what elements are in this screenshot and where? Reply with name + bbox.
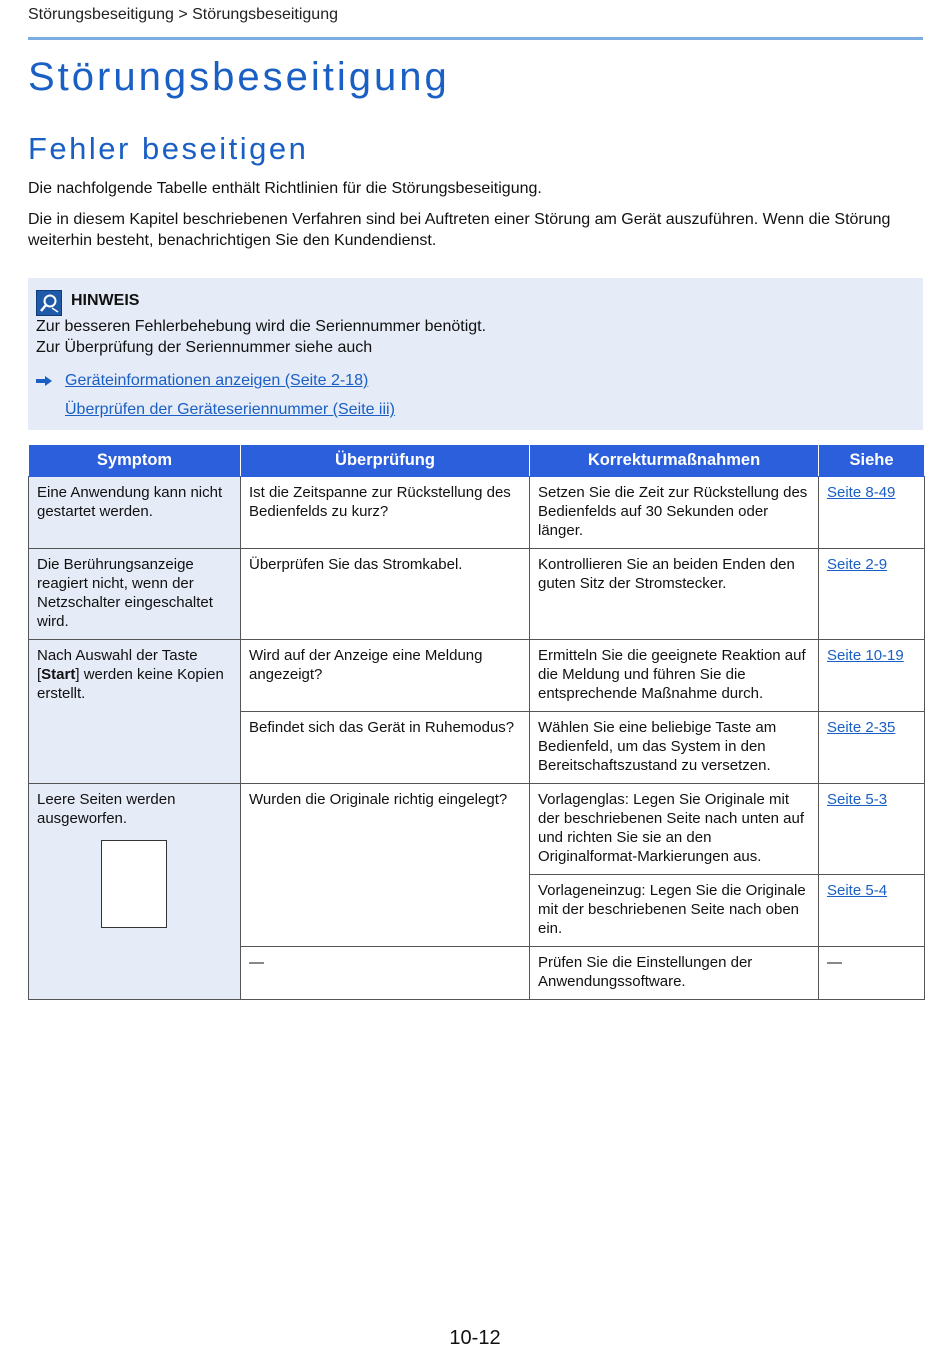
action-cell: Kontrollieren Sie an beiden Enden den guten Sitz der Stromstecker. — [530, 549, 819, 640]
reference-link[interactable]: Seite 10-19 — [827, 647, 904, 664]
note-box — [28, 278, 923, 430]
action-cell: Vorlageneinzug: Legen Sie die Originale mit der beschriebenen Seite nach oben ein. — [530, 875, 819, 947]
action-cell: Ermitteln Sie die geeignete Reaktion auf die Meldung und führen Sie die entsprechende Maßnahme durch. — [530, 640, 819, 712]
action-cell: Setzen Sie die Zeit zur Rückstellung des Bedienfelds auf 30 Sekunden oder länger. — [530, 477, 819, 549]
column-header-check: Überprüfung — [241, 445, 530, 477]
blank-page-illustration — [101, 840, 167, 928]
table-row — [29, 640, 925, 712]
check-cell: — — [241, 947, 530, 1000]
table-row — [29, 784, 925, 875]
symptom-cell — [29, 640, 241, 784]
note-title: HINWEIS — [71, 292, 140, 309]
troubleshooting-table — [28, 444, 925, 1000]
arrow-right-icon — [36, 376, 52, 386]
column-header-reference: Siehe — [819, 445, 925, 477]
column-header-action: Korrekturmaßnahmen — [530, 445, 819, 477]
action-cell: Wählen Sie eine beliebige Taste am Bedienfeld, um das System in den Bereitschaftszustand zu versetzen. — [530, 712, 819, 784]
start-key-label: Start — [41, 666, 76, 683]
page-title: Störungsbeseitigung — [28, 55, 450, 99]
reference-link[interactable]: Seite 5-4 — [827, 882, 888, 899]
reference-link[interactable]: Seite 2-35 — [827, 719, 896, 736]
reference-cell — [819, 477, 925, 549]
note-text: Zur besseren Fehlerbehebung wird die Seriennummer benötigt. — [36, 318, 487, 335]
link-serial-number[interactable]: Überprüfen der Geräteseriennummer (Seite iii) — [65, 401, 395, 418]
reference-cell: — — [819, 947, 925, 1000]
note-text: Zur Überprüfung der Seriennummer siehe auch — [36, 339, 373, 356]
header-divider — [28, 37, 923, 40]
check-cell: Ist die Zeitspanne zur Rückstellung des Bedienfelds zu kurz? — [241, 477, 530, 549]
symptom-cell: Eine Anwendung kann nicht gestartet werden. — [29, 477, 241, 549]
action-cell: Vorlagenglas: Legen Sie Originale mit der beschriebenen Seite nach unten auf und richten Sie sie an den Originalformat-Markierungen aus. — [530, 784, 819, 875]
table-row — [29, 477, 925, 549]
table-row — [29, 549, 925, 640]
symptom-text: Leere Seiten werden ausgeworfen. — [37, 791, 176, 827]
symptom-text: ] werden keine Kopien erstellt. — [37, 666, 224, 702]
breadcrumb: Störungsbeseitigung > Störungsbeseitigung — [28, 6, 338, 23]
check-cell: Wurden die Originale richtig eingelegt? — [241, 784, 530, 947]
reference-cell — [819, 712, 925, 784]
reference-cell — [819, 640, 925, 712]
column-header-symptom: Symptom — [29, 445, 241, 477]
intro-paragraph: Die in diesem Kapitel beschriebenen Verfahren sind bei Auftreten einer Störung am Gerät auszuführen. Wenn die Störung weiterhin besteht, benachrichtigen Sie den Kundendienst. — [28, 211, 891, 249]
link-device-info[interactable]: Geräteinformationen anzeigen (Seite 2-18) — [65, 372, 369, 389]
check-cell: Befindet sich das Gerät in Ruhemodus? — [241, 712, 530, 784]
reference-cell — [819, 875, 925, 947]
reference-link[interactable]: Seite 2-9 — [827, 556, 888, 573]
symptom-cell: Die Berührungsanzeige reagiert nicht, wenn der Netzschalter eingeschaltet wird. — [29, 549, 241, 640]
check-cell: Wird auf der Anzeige eine Meldung angezeigt? — [241, 640, 530, 712]
reference-cell — [819, 549, 925, 640]
reference-link[interactable]: Seite 8-49 — [827, 484, 896, 501]
section-title: Fehler beseitigen — [28, 131, 309, 166]
symptom-cell — [29, 784, 241, 1000]
action-cell: Prüfen Sie die Einstellungen der Anwendungssoftware. — [530, 947, 819, 1000]
intro-paragraph: Die nachfolgende Tabelle enthält Richtlinien für die Störungsbeseitigung. — [28, 180, 542, 197]
symptom-text: Nach Auswahl der Taste [ — [37, 647, 198, 683]
check-cell: Überprüfen Sie das Stromkabel. — [241, 549, 530, 640]
page-number: 10-12 — [449, 1327, 501, 1349]
table-header-row — [29, 445, 925, 477]
reference-cell — [819, 784, 925, 875]
reference-link[interactable]: Seite 5-3 — [827, 791, 888, 808]
note-icon — [36, 290, 62, 316]
